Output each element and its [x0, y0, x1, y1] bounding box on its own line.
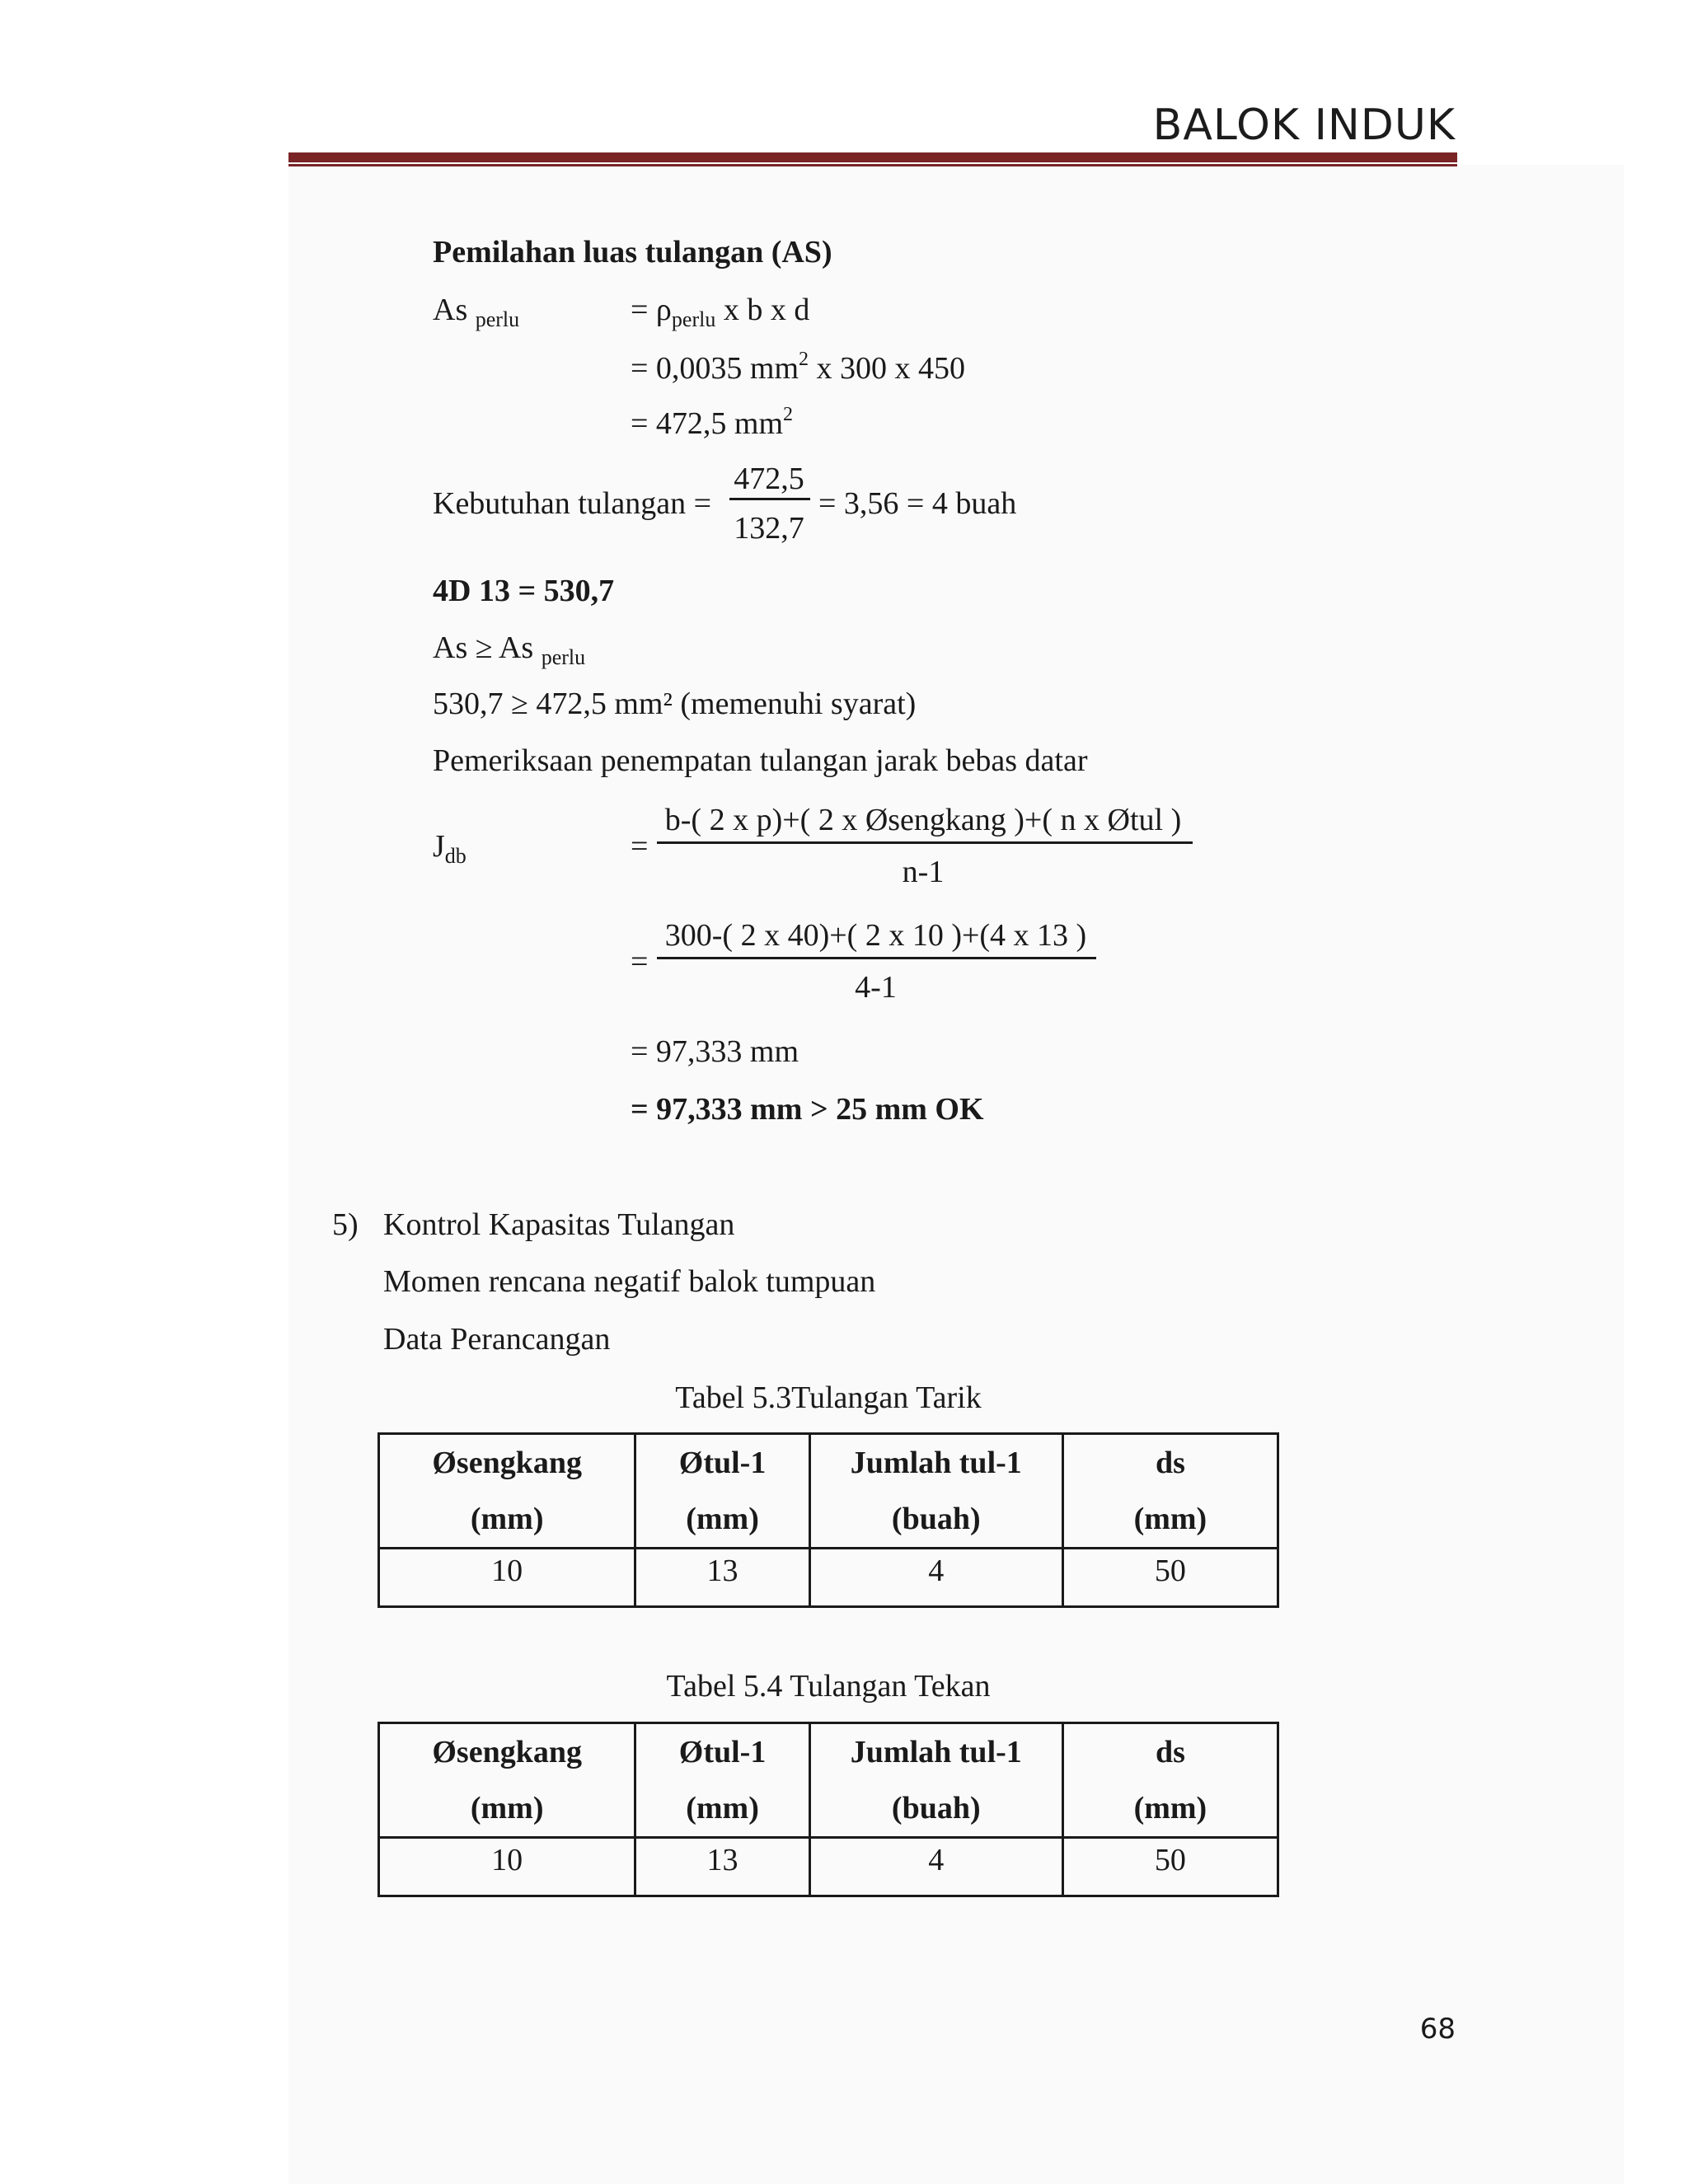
formula-fraction-bar — [657, 841, 1193, 844]
table-header-row — [379, 1723, 1278, 1838]
calc-fraction-bar — [657, 957, 1096, 959]
calc-equals: = — [631, 944, 649, 979]
header-rule-thin — [288, 164, 1457, 166]
table-row — [379, 1549, 1278, 1607]
kebutuhan-result: = 3,56 = 4 buah — [818, 486, 1017, 521]
table-cell: 50 — [1062, 1549, 1278, 1607]
table-header-row — [379, 1434, 1278, 1549]
equation-result: = 472,5 $mm^2$ — [631, 404, 794, 441]
check-condition: As ≥ As $_{perlu}$ — [433, 630, 586, 669]
equation-substitution: = 0,0035 $mm^2$ x 300 x 450 — [631, 349, 966, 386]
tension-reinforcement-table — [377, 1432, 1279, 1608]
header-cell: ds (mm) — [1062, 1434, 1278, 1549]
compression-reinforcement-table — [377, 1722, 1279, 1897]
equation-as-perlu: = $\rho_{perlu}$ x b x d — [631, 293, 810, 331]
table-cell: 4 — [809, 1838, 1062, 1896]
header-cell: Øtul-1 (mm) — [635, 1434, 809, 1549]
table-cell: 10 — [379, 1838, 635, 1896]
spacing-check: = 97,333 mm > 25 mm OK — [631, 1092, 984, 1127]
table-row — [379, 1838, 1278, 1896]
kebutuhan-denominator: 132,7 — [734, 511, 804, 546]
running-header-title: BALOK INDUK — [1152, 101, 1456, 150]
formula-denominator: n-1 — [902, 855, 945, 889]
table-cell: 13 — [635, 1838, 809, 1896]
table-cell: 4 — [809, 1549, 1062, 1607]
as-perlu-label: As $_{perlu}$ — [433, 293, 520, 331]
table-caption: Tabel 5.3Tulangan Tarik — [675, 1380, 982, 1415]
kebutuhan-label: Kebutuhan tulangan = — [433, 486, 712, 521]
check-value: 530,7 ≥ 472,5 mm² (memenuhi syarat) — [433, 687, 917, 721]
formula-numerator: b-( 2 x p)+( 2 x Øsengkang )+( n x Øtul ) — [664, 803, 1182, 837]
page-number: 68 — [1419, 2013, 1456, 2046]
data-label: Data Perancangan — [383, 1322, 611, 1357]
formula-equals: = — [631, 829, 649, 864]
table-cell: 13 — [635, 1549, 809, 1607]
bar-choice: 4D 13 = 530,7 — [433, 574, 615, 608]
section-title: Kontrol Kapasitas Tulangan — [383, 1207, 735, 1242]
section-number: 5) — [332, 1207, 359, 1242]
section-heading: Pemilahan luas tulangan (AS) — [433, 235, 832, 269]
calc-denominator: 4-1 — [855, 970, 897, 1005]
spacing-heading: Pemeriksaan penempatan tulangan jarak bebas datar — [433, 743, 1088, 778]
header-cell: Jumlah tul-1 (buah) — [809, 1434, 1062, 1549]
table-caption: Tabel 5.4 Tulangan Tekan — [666, 1669, 991, 1704]
header-cell: Øtul-1 (mm) — [635, 1723, 809, 1838]
kebutuhan-fraction-bar — [729, 498, 810, 500]
table-cell: 10 — [379, 1549, 635, 1607]
header-cell: ds (mm) — [1062, 1723, 1278, 1838]
header-rule-thick — [288, 152, 1457, 162]
section-subtitle: Momen rencana negatif balok tumpuan — [383, 1264, 876, 1299]
spacing-result: = 97,333 mm — [631, 1034, 799, 1069]
jdb-label: $J_{db}$ — [433, 829, 467, 868]
kebutuhan-numerator: 472,5 — [734, 462, 804, 496]
header-cell: Øsengkang (mm) — [379, 1723, 635, 1838]
header-cell: Jumlah tul-1 (buah) — [809, 1723, 1062, 1838]
table-cell: 50 — [1062, 1838, 1278, 1896]
header-cell: Øsengkang (mm) — [379, 1434, 635, 1549]
calc-numerator: 300-( 2 x 40)+( 2 x 10 )+(4 x 13 ) — [664, 918, 1087, 953]
